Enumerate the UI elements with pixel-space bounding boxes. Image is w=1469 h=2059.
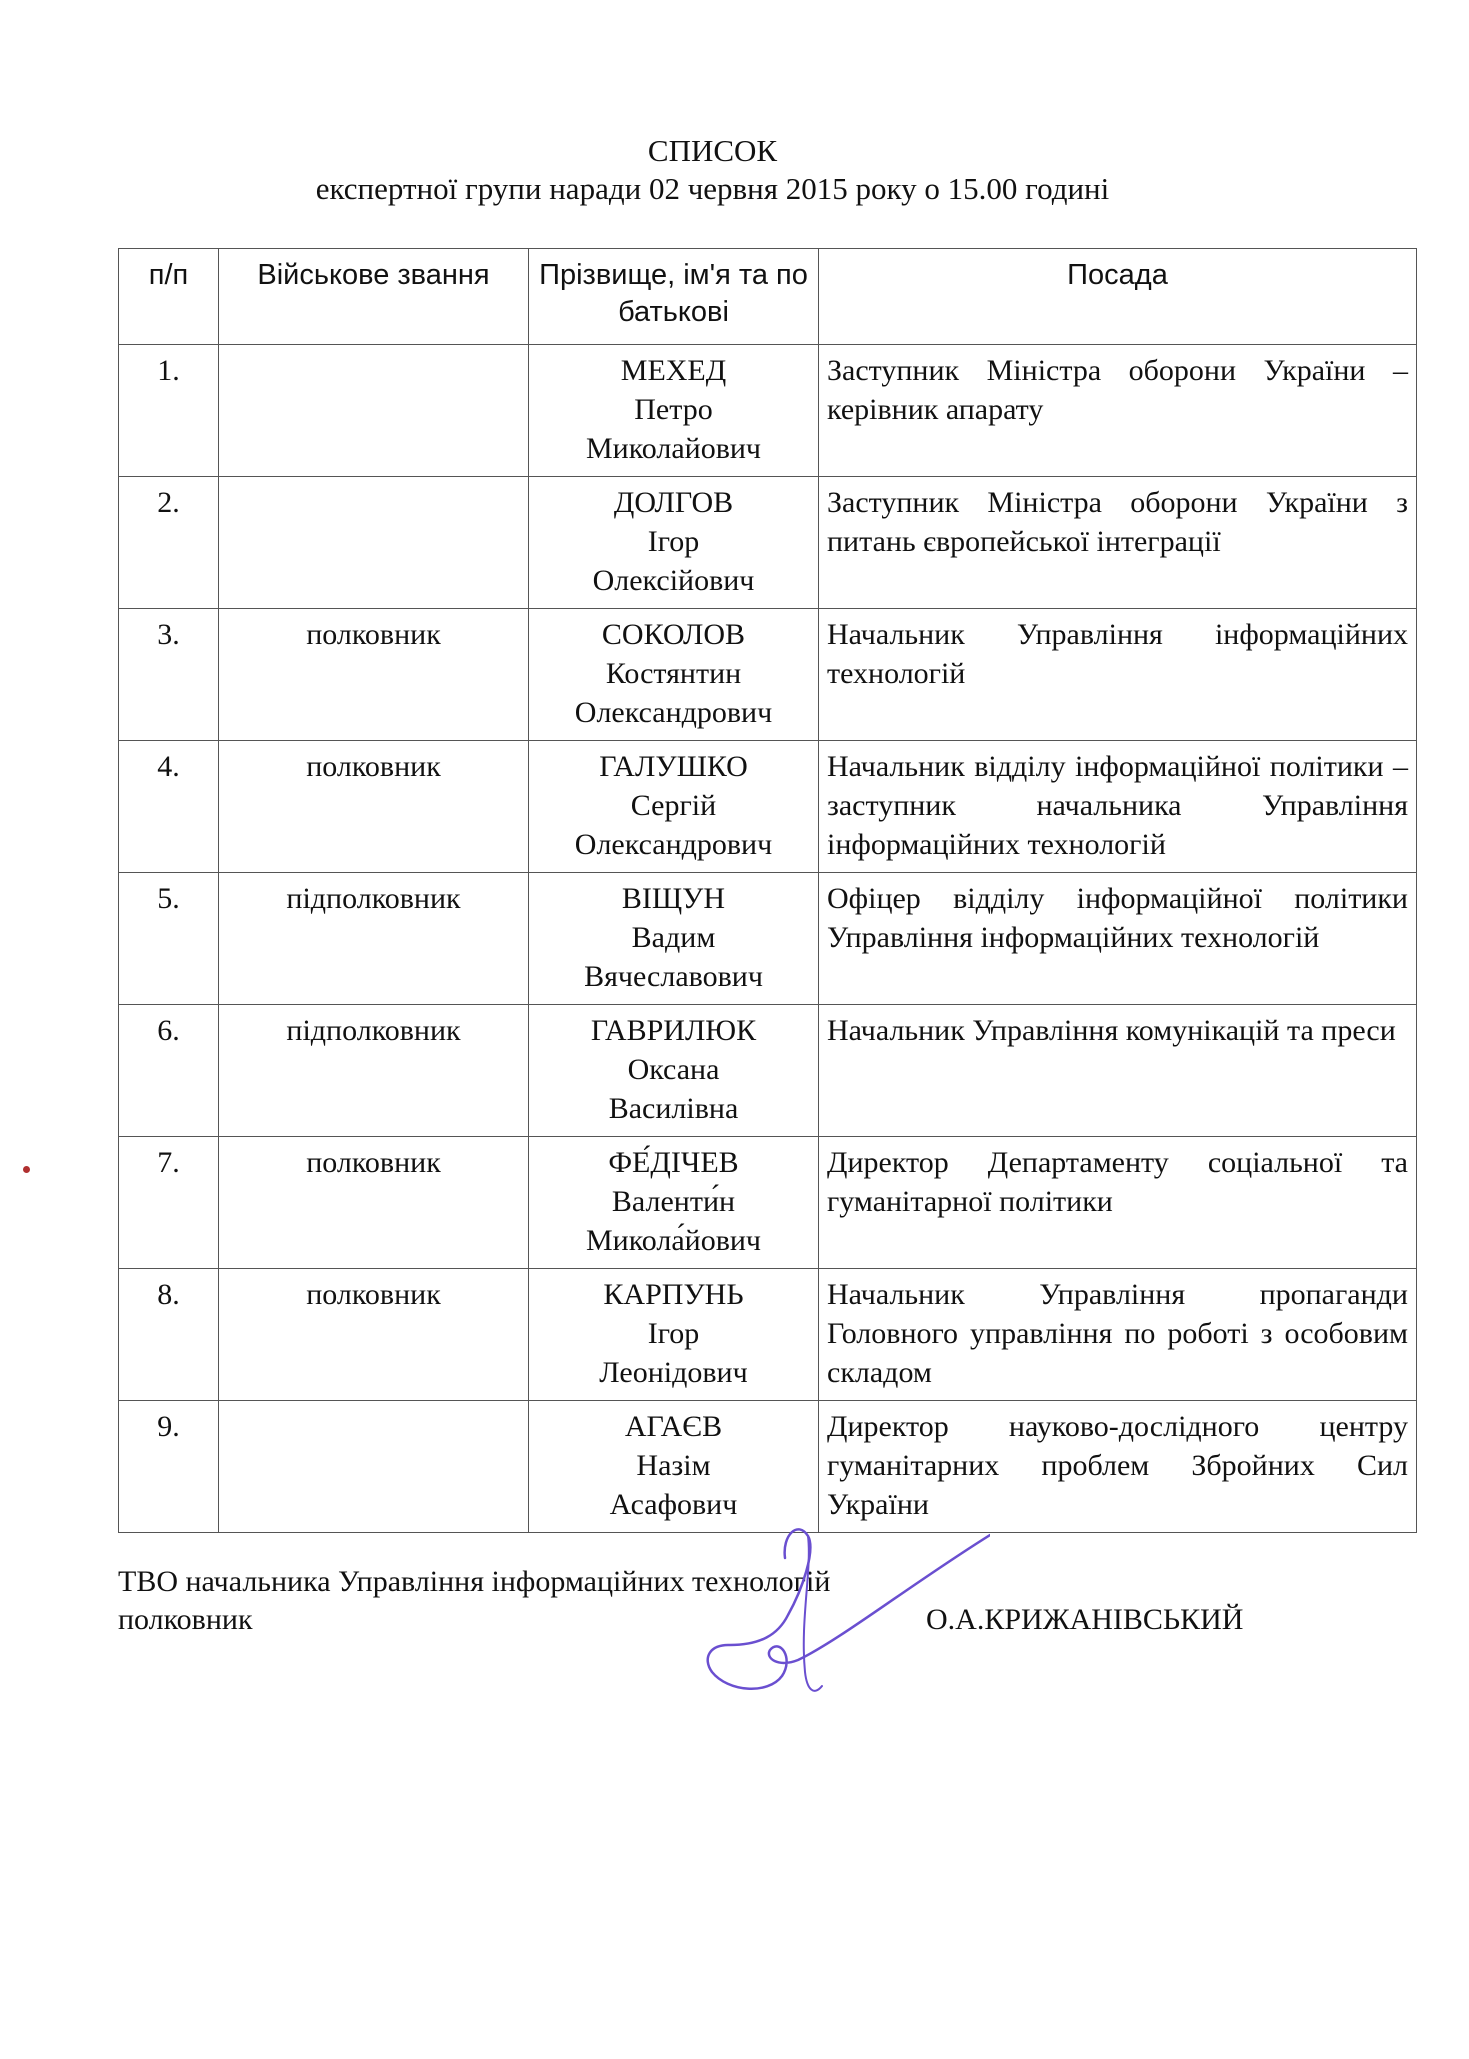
row-rank <box>219 1401 529 1533</box>
row-name <box>529 477 819 609</box>
row-position: Начальник Управління комунікацій та преси <box>819 1005 1417 1137</box>
patronymic: Олександрович <box>574 696 773 729</box>
row-num: 5. <box>119 873 219 1005</box>
row-rank: полковник <box>219 1137 529 1269</box>
signer-name: О.А.КРИЖАНІВСЬКИЙ <box>926 1603 1244 1636</box>
table-row <box>119 477 1417 609</box>
row-name <box>529 609 819 741</box>
row-name <box>529 1137 819 1269</box>
patronymic: Асафович <box>609 1488 738 1521</box>
table-row <box>119 873 1417 1005</box>
row-rank: полковник <box>219 741 529 873</box>
row-name <box>529 1269 819 1401</box>
table-row <box>119 1005 1417 1137</box>
given-name: Назім <box>636 1449 711 1482</box>
row-num: 4. <box>119 741 219 873</box>
given-name: Петро <box>634 393 713 426</box>
row-rank <box>219 345 529 477</box>
row-name <box>529 741 819 873</box>
row-position: Офіцер відділу інформаційної політики Управління інформаційних технологій <box>819 873 1417 1005</box>
surname: ГАЛУШКО <box>599 750 748 783</box>
patronymic: Вячеславович <box>584 960 763 993</box>
row-position: Директор Департаменту соціальної та гуманітарної політики <box>819 1137 1417 1269</box>
row-rank: підполковник <box>219 873 529 1005</box>
header-name: Прізвище, ім'я та по батькові <box>529 249 819 345</box>
surname: АГАЄВ <box>624 1410 723 1443</box>
row-num: 2. <box>119 477 219 609</box>
title-block <box>0 132 1425 208</box>
row-position: Начальник Управління пропаганди Головного управління по роботі з особовим складом <box>819 1269 1417 1401</box>
row-rank: полковник <box>219 1269 529 1401</box>
row-num: 9. <box>119 1401 219 1533</box>
surname: ВІЩУН <box>621 882 726 915</box>
row-name <box>529 873 819 1005</box>
patronymic: Олександрович <box>574 828 773 861</box>
row-position: Заступник Міністра оборони України – керівник апарату <box>819 345 1417 477</box>
document-title: СПИСОК <box>647 133 778 168</box>
row-rank: полковник <box>219 609 529 741</box>
table-row <box>119 1269 1417 1401</box>
signer-title: ТВО начальника Управління інформаційних технологій <box>118 1565 831 1598</box>
surname: МЕХЕД <box>620 354 727 387</box>
row-rank <box>219 477 529 609</box>
patronymic: Миколайович <box>585 432 762 465</box>
document-subtitle: експертної групи наради 02 червня 2015 року о 15.00 годині <box>315 171 1110 206</box>
table-row <box>119 1137 1417 1269</box>
ink-dot <box>23 1166 30 1173</box>
row-position: Начальник відділу інформаційної політики – заступник начальника Управління інформаційних технологій <box>819 741 1417 873</box>
signature-stroke <box>708 1529 990 1688</box>
given-name: Костянтин <box>605 657 742 690</box>
row-position: Заступник Міністра оборони України з питань європейської інтеграції <box>819 477 1417 609</box>
header-num: п/п <box>119 249 219 345</box>
patronymic: Леонідович <box>599 1356 748 1389</box>
row-num: 6. <box>119 1005 219 1137</box>
table-row <box>119 345 1417 477</box>
signer-rank: полковник <box>118 1603 253 1636</box>
row-num: 8. <box>119 1269 219 1401</box>
surname: ГАВРИЛЮК <box>590 1014 757 1047</box>
header-position: Посада <box>819 249 1417 345</box>
given-name: Ігор <box>647 525 700 558</box>
table-row <box>119 609 1417 741</box>
given-name: Оксана <box>627 1053 720 1086</box>
row-position: Директор науково-дослідного центру гуманітарних проблем Збройних Сил України <box>819 1401 1417 1533</box>
surname: ФЕ́ДІЧЕВ <box>608 1146 739 1179</box>
row-name <box>529 1005 819 1137</box>
given-name: Сергій <box>630 789 717 822</box>
given-name: Валенти́н <box>611 1185 736 1218</box>
row-rank: підполковник <box>219 1005 529 1137</box>
table-row <box>119 741 1417 873</box>
row-position: Начальник Управління інформаційних технологій <box>819 609 1417 741</box>
patronymic: Микола́йович <box>585 1224 762 1257</box>
surname: КАРПУНЬ <box>603 1278 744 1311</box>
given-name: Вадим <box>631 921 716 954</box>
patronymic: Василівна <box>608 1092 739 1125</box>
given-name: Ігор <box>647 1317 700 1350</box>
row-num: 1. <box>119 345 219 477</box>
expert-group-table <box>118 248 1417 1533</box>
table-header-row <box>119 249 1417 345</box>
header-rank: Військове звання <box>219 249 529 345</box>
row-num: 3. <box>119 609 219 741</box>
surname: ДОЛГОВ <box>613 486 734 519</box>
signature-flourish <box>804 1536 822 1691</box>
handwritten-signature <box>690 1440 990 1710</box>
surname: СОКОЛОВ <box>601 618 746 651</box>
row-name <box>529 345 819 477</box>
patronymic: Олексійович <box>592 564 755 597</box>
row-num: 7. <box>119 1137 219 1269</box>
